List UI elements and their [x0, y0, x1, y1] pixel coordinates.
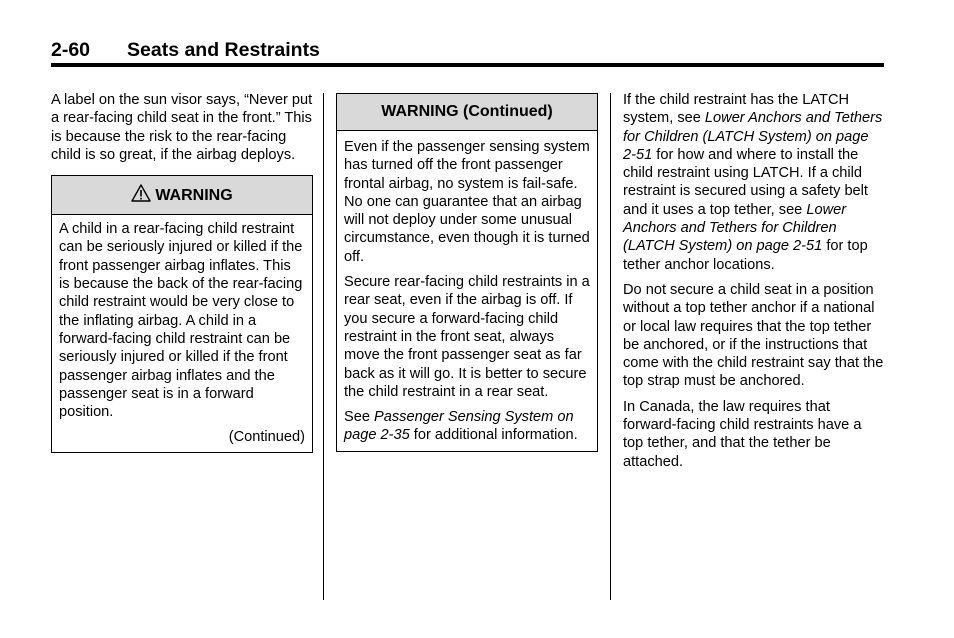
latch-text-b: for how and where to install the child restraint using LATCH. If a child restraint is secured using a safety belt and it uses a top tether, see [623, 146, 868, 218]
continued-label: (Continued) [228, 429, 305, 446]
page-number: 2-60 [51, 39, 91, 61]
column-1 [51, 91, 313, 453]
latch-text-c: for top tether anchor locations. [623, 238, 868, 273]
column-3 [623, 91, 885, 478]
tether-law-paragraph: Do not secure a child seat in a position without a top tether anchor if a national or local law requires that the top tether be anchored, or if the instructions that come with the child restraint say that the top strap must be anchored. [623, 281, 884, 390]
warning-text: A child in a rear-facing child restraint can be seriously injured or killed if the front passenger airbag inflates. This is because the back of the rear-facing child restraint would be very close to the inflating airbag. A child in a forward-facing child restraint can be seriously injured or killed if the front passenger airbag inflates and the passenger seat is in a forward position. [59, 221, 303, 421]
warning-paragraph-3 [344, 408, 590, 445]
latch-reference-link-2[interactable]: Lower Anchors and Tethers for Children (LATCH System) on page 2-51 [623, 201, 847, 255]
page-header [51, 36, 884, 66]
column-divider-left [323, 93, 324, 600]
warning-paragraph-1: Even if the passenger sensing system has turned off the front passenger frontal airbag, no system is fail-safe. No one can guarantee that an airbag will not deploy under some unusual circumstance, even though it is turned off. [344, 139, 590, 265]
warning-title: WARNING [155, 187, 233, 205]
warning-box-body [52, 215, 312, 452]
warning-continued-box [336, 93, 598, 452]
see-text: See [344, 409, 375, 426]
canada-paragraph: In Canada, the law requires that forward-facing child restraints have a top tether, and that the tether be attached. [623, 398, 862, 470]
intro-paragraph: A label on the sun visor says, “Never put a rear-facing child seat in the front.” This is because the risk to the rear-facing child is so great, if the airbag deploys. [51, 92, 313, 163]
header-rule [51, 63, 884, 67]
additional-info-text: for additional information. [409, 427, 578, 444]
column-divider-right [610, 93, 611, 600]
column-2 [336, 93, 598, 452]
warning-triangle-icon [131, 184, 151, 202]
latch-text-a: If the child restraint has the LATCH system, see [623, 92, 850, 127]
warning-continued-body [337, 131, 597, 451]
section-title: Seats and Restraints [127, 39, 320, 61]
warning-continued-header: WARNING (Continued) [337, 94, 597, 131]
warning-paragraph-2: Secure rear-facing child restraints in a rear seat, even if the airbag is off. If you secure a forward-facing child restraint in the front seat, always move the front passenger seat as far back as it will go. It is better to secure the child restraint in a rear seat. [344, 274, 590, 400]
warning-box-header [52, 176, 312, 215]
passenger-sensing-link[interactable]: Passenger Sensing System on page 2-35 [344, 409, 574, 444]
warning-box [51, 175, 313, 453]
latch-paragraph [623, 91, 885, 274]
latch-reference-link-1[interactable]: Lower Anchors and Tethers for Children (LATCH System) on page 2-51 [623, 110, 883, 163]
